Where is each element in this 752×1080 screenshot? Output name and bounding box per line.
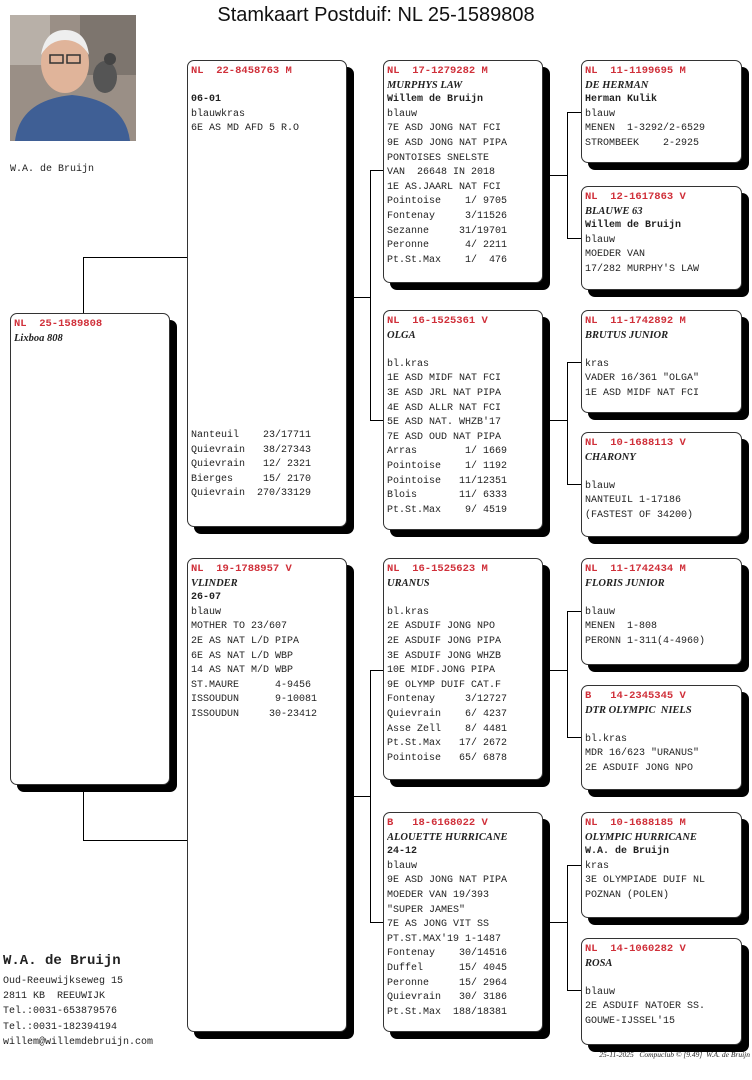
info-line: blauw <box>585 234 616 246</box>
info-line: Pointoise 1/ 9705 <box>387 196 508 208</box>
owner-or-date: Herman Kulik <box>585 94 658 106</box>
race-result: Bierges 15/ 2170 <box>191 473 312 485</box>
owner-or-date <box>585 971 738 986</box>
info-line: Pt.St.Max 1/ 476 <box>387 254 508 266</box>
pigeon-name <box>191 79 343 94</box>
ring-number: NL 17-1279282 M <box>387 65 488 77</box>
info-line: Quievrain 6/ 4237 <box>387 708 508 720</box>
pigeon-card-sds[interactable] <box>581 310 742 413</box>
info-line: bl.kras <box>585 733 628 745</box>
pigeon-name: DE HERMAN <box>585 79 649 91</box>
ring-number: NL 10-1688185 M <box>585 817 686 829</box>
owner-or-date: Willem de Bruijn <box>387 94 484 106</box>
contact-email[interactable]: willem@willemdebruijn.com <box>3 1036 154 1048</box>
info-line: 1E ASD MIDF NAT FCI <box>387 373 502 385</box>
info-line: Sezanne 31/19701 <box>387 225 508 237</box>
info-line: Asse Zell 8/ 4481 <box>387 723 508 735</box>
info-line: PERONN 1-311(4-4960) <box>585 635 706 647</box>
owner-or-date <box>387 343 539 358</box>
ring-number: NL 19-1788957 V <box>191 563 292 575</box>
ring-number: NL 22-8458763 M <box>191 65 292 77</box>
info-line: MDR 16/623 "URANUS" <box>585 748 700 760</box>
info-line: bl.kras <box>387 358 430 370</box>
info-line: STROMBEEK 2-2925 <box>585 137 700 149</box>
info-line: 3E OLYMPIADE DUIF NL <box>585 875 706 887</box>
contact-name: W.A. de Bruijn <box>3 953 121 969</box>
pigeon-card-ddd[interactable] <box>581 938 742 1045</box>
info-line: Pt.St.Max 188/18381 <box>387 1006 508 1018</box>
ring-number: NL 14-1060282 V <box>585 943 686 955</box>
contact-postcode: 2811 KB REEUWIJK <box>3 991 106 1003</box>
race-result: Quievrain 270/33129 <box>191 488 312 500</box>
pigeon-card-subject[interactable] <box>10 313 170 785</box>
info-line: Peronne 15/ 2964 <box>387 977 508 989</box>
info-line: 2E ASDUIF JONG NPO <box>585 762 694 774</box>
info-line: 1E ASD MIDF NAT FCI <box>585 387 700 399</box>
pigeon-name: FLORIS JUNIOR <box>585 577 665 589</box>
contact-phone: Tel.:0031-653879576 <box>3 1006 118 1018</box>
pigeon-card-dam[interactable] <box>187 558 347 1032</box>
info-line: kras <box>585 358 610 370</box>
info-line: Fontenay 3/12727 <box>387 694 508 706</box>
race-results <box>191 429 311 502</box>
contact-address: Oud-Reeuwijkseweg 15 <box>3 976 124 987</box>
info-line: VADER 16/361 "OLGA" <box>585 373 700 385</box>
ring-number: NL 25-1589808 <box>14 318 103 330</box>
info-line: Fontenay 3/11526 <box>387 210 508 222</box>
info-line: blauw <box>585 480 616 492</box>
info-line: 14 AS NAT M/D WBP <box>191 665 294 677</box>
info-line: POZNAN (POLEN) <box>585 889 670 901</box>
info-line: ISSOUDUN 9-10081 <box>191 694 318 706</box>
info-line: 2E ASDUIF NATOER SS. <box>585 1001 706 1013</box>
contact-phone: Tel.:0031-182394194 <box>3 1021 118 1033</box>
info-line: blauw <box>387 108 418 120</box>
info-line: blauw <box>387 860 418 872</box>
info-line: blauw <box>585 108 616 120</box>
info-line: bl.kras <box>387 606 430 618</box>
info-line: Blois 11/ 6333 <box>387 490 508 502</box>
pigeon-card-dss[interactable] <box>581 558 742 665</box>
info-line: 7E ASD OUD NAT PIPA <box>387 431 502 443</box>
pigeon-card-ds[interactable] <box>383 558 543 780</box>
info-line: ISSOUDUN 30-23412 <box>191 708 318 720</box>
info-line: 3E ASDUIF JONG WHZB <box>387 650 502 662</box>
race-result: Quievrain 38/27343 <box>191 444 312 456</box>
info-line: 2E ASDUIF JONG NPO <box>387 621 496 633</box>
pigeon-name: URANUS <box>387 577 430 589</box>
owner-photo <box>10 15 136 141</box>
pigeon-name: MURPHYS LAW <box>387 79 463 91</box>
race-result: Nanteuil 23/17711 <box>191 430 312 442</box>
pigeon-name: ROSA <box>585 957 613 969</box>
info-line: 6E AS NAT L/D WBP <box>191 650 294 662</box>
info-line: (FASTEST OF 34200) <box>585 509 694 521</box>
ring-number: B 14-2345345 V <box>585 690 686 702</box>
info-line: MENEN 1-3292/2-6529 <box>585 123 706 135</box>
info-line: 9E ASD JONG NAT PIPA <box>387 137 508 149</box>
info-line: ST.MAURE 4-9456 <box>191 679 312 691</box>
ring-number: NL 11-1742892 M <box>585 315 686 327</box>
info-line: "SUPER JAMES" <box>387 904 466 916</box>
info-line: blauwkras <box>191 108 246 120</box>
owner-contact <box>3 953 153 1050</box>
info-line: 6E AS MD AFD 5 R.O <box>191 123 300 135</box>
pigeon-name: VLINDER <box>191 577 238 589</box>
owner-or-date: 06-01 <box>191 94 222 106</box>
pigeon-name: BRUTUS JUNIOR <box>585 329 669 341</box>
info-line: 1E AS.JAARL NAT FCI <box>387 181 502 193</box>
info-line: Pointoise 11/12351 <box>387 475 508 487</box>
info-line: MOEDER VAN 19/393 <box>387 889 490 901</box>
info-line: MENEN 1-808 <box>585 621 658 633</box>
info-line: 7E ASD JONG NAT FCI <box>387 123 502 135</box>
pigeon-card-dsd[interactable] <box>581 685 742 790</box>
pigeon-name: DTR OLYMPIC NIELS <box>585 704 692 716</box>
pigeon-name: ALOUETTE HURRICANE <box>387 831 508 843</box>
info-line: 9E ASD JONG NAT PIPA <box>387 875 508 887</box>
info-line: 17/282 MURPHY'S LAW <box>585 263 700 275</box>
pigeon-name: CHARONY <box>585 451 636 463</box>
pigeon-card-sss[interactable] <box>581 60 742 163</box>
pigeon-card-sire[interactable] <box>187 60 347 527</box>
owner-or-date <box>585 465 738 480</box>
info-line: 9E OLYMP DUIF CAT.F <box>387 679 502 691</box>
info-line: Pointoise 65/ 6878 <box>387 752 508 764</box>
info-line: 2E AS NAT L/D PIPA <box>191 635 300 647</box>
photo-caption: W.A. de Bruijn <box>10 164 95 175</box>
ring-number: NL 16-1525623 M <box>387 563 488 575</box>
info-line: 10E MIDF.JONG PIPA <box>387 665 496 677</box>
info-line: PONTOISES SNELSTE <box>387 152 490 164</box>
pigeon-card-dd[interactable] <box>383 812 543 1032</box>
owner-or-date <box>387 591 539 606</box>
info-line: kras <box>585 860 610 872</box>
owner-or-date: 26-07 <box>191 592 222 604</box>
owner-or-date: 24-12 <box>387 846 418 858</box>
info-line: Arras 1/ 1669 <box>387 446 508 458</box>
ring-number: NL 12-1617863 V <box>585 191 686 203</box>
pigeon-name: Lixboa 808 <box>14 332 63 344</box>
pigeon-name: BLAUWE 63 <box>585 205 643 217</box>
pigeon-card-sd[interactable] <box>383 310 543 530</box>
pigeon-card-sdd[interactable] <box>581 432 742 537</box>
ring-number: B 18-6168022 V <box>387 817 488 829</box>
info-line: Peronne 4/ 2211 <box>387 240 508 252</box>
info-line: VAN 26648 IN 2018 <box>387 167 496 179</box>
race-result: Quievrain 12/ 2321 <box>191 459 312 471</box>
info-line: 2E ASDUIF JONG PIPA <box>387 635 502 647</box>
ring-number: NL 16-1525361 V <box>387 315 488 327</box>
info-line: Duffel 15/ 4045 <box>387 962 508 974</box>
info-line: Quievrain 30/ 3186 <box>387 992 508 1004</box>
info-line: blauw <box>585 986 616 998</box>
info-line: Pt.St.Max 17/ 2672 <box>387 738 508 750</box>
pigeon-card-dds[interactable] <box>581 812 742 918</box>
owner-or-date: W.A. de Bruijn <box>585 846 670 858</box>
pigeon-card-ss[interactable] <box>383 60 543 283</box>
owner-or-date <box>585 343 738 358</box>
info-line: NANTEUIL 1-17186 <box>585 495 682 507</box>
info-line: Fontenay 30/14516 <box>387 948 508 960</box>
info-line: MOTHER TO 23/607 <box>191 621 288 633</box>
info-line: PT.ST.MAX'19 1-1487 <box>387 933 502 945</box>
info-line: blauw <box>585 606 616 618</box>
info-line: Pointoise 1/ 1192 <box>387 460 508 472</box>
footer-credits: 25-11-2025 Compuclub © [9.49] W.A. de Bruijn <box>599 1050 750 1059</box>
page-title: Stamkaart Postduif: NL 25-1589808 <box>217 4 535 26</box>
info-line: blauw <box>191 606 222 618</box>
pigeon-name: OLGA <box>387 329 416 341</box>
info-line: 7E AS JONG VIT SS <box>387 919 490 931</box>
info-line: 3E ASD JRL NAT PIPA <box>387 387 502 399</box>
owner-or-date: Willem de Bruijn <box>585 220 682 232</box>
pigeon-name: OLYMPIC HURRICANE <box>585 831 697 843</box>
info-line: GOUWE-IJSSEL'15 <box>585 1015 676 1027</box>
info-line: 5E ASD NAT. WHZB'17 <box>387 417 502 429</box>
pigeon-card-ssd[interactable] <box>581 186 742 290</box>
ring-number: NL 11-1742434 M <box>585 563 686 575</box>
ring-number: NL 10-1688113 V <box>585 437 686 449</box>
ring-number: NL 11-1199695 M <box>585 65 686 77</box>
owner-or-date <box>585 718 738 733</box>
info-line: Pt.St.Max 9/ 4519 <box>387 504 508 516</box>
info-line: MOEDER VAN <box>585 249 646 261</box>
owner-or-date <box>585 591 738 606</box>
info-line: 4E ASD ALLR NAT FCI <box>387 402 502 414</box>
